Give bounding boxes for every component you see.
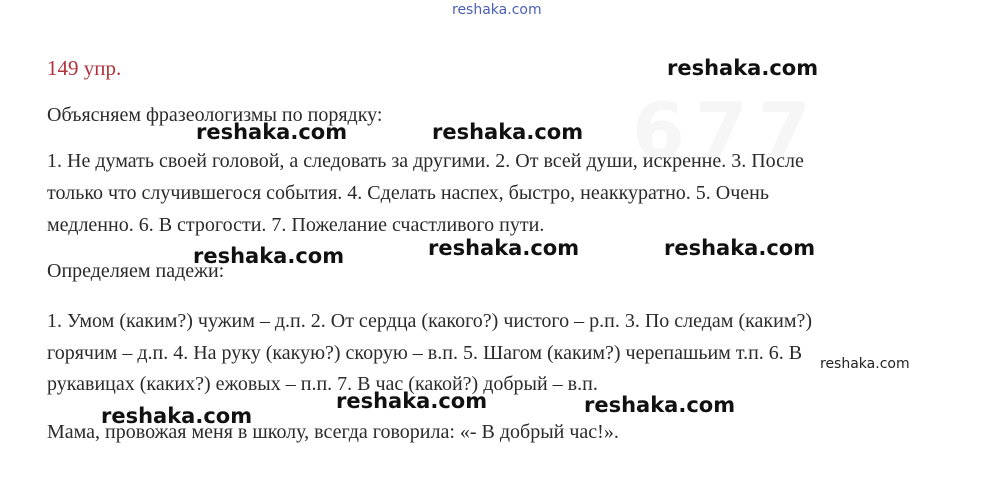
- watermark: reshaka.com: [428, 236, 580, 260]
- section1-line: только что случившегося события. 4. Сделать наспех, быстро, неаккуратно. 5. Очень: [47, 182, 770, 204]
- watermark: reshaka.com: [196, 120, 348, 144]
- watermark: reshaka.com: [101, 404, 253, 428]
- site-link[interactable]: reshaka.com: [452, 2, 542, 18]
- watermark: reshaka.com: [664, 236, 816, 260]
- ghost-watermark: 677: [632, 86, 821, 175]
- section1-line: медленно. 6. В строгости. 7. Пожелание счастливого пути.: [47, 214, 545, 236]
- watermark: reshaka.com: [667, 56, 819, 80]
- watermark: reshaka.com: [432, 120, 584, 144]
- section1-line: 1. Не думать своей головой, а следовать за другими. 2. От всей души, искренне. 3. После: [47, 150, 804, 172]
- section1-title: Объясняем фразеологизмы по порядку:: [47, 104, 383, 126]
- exercise-title: 149 упр.: [47, 56, 122, 80]
- section2-line: рукавицах (каких?) ежовых – п.п. 7. В час (какой?) добрый – в.п.: [47, 373, 598, 395]
- watermark: reshaka.com: [336, 389, 488, 413]
- watermark: reshaka.com: [193, 244, 345, 268]
- watermark: reshaka.com: [584, 393, 736, 417]
- closing-sentence: Мама, провожая меня в школу, всегда говорила: «- В добрый час!».: [47, 421, 619, 443]
- watermark: reshaka.com: [820, 356, 910, 372]
- section2-line: горячим – д.п. 4. На руку (какую?) скорую – в.п. 5. Шагом (каким?) черепашьим т.п. 6. В: [47, 342, 803, 364]
- section2-title: Определяем падежи:: [47, 260, 225, 282]
- section2-line: 1. Умом (каким?) чужим – д.п. 2. От сердца (какого?) чистого – р.п. 3. По следам (каким?): [47, 310, 813, 332]
